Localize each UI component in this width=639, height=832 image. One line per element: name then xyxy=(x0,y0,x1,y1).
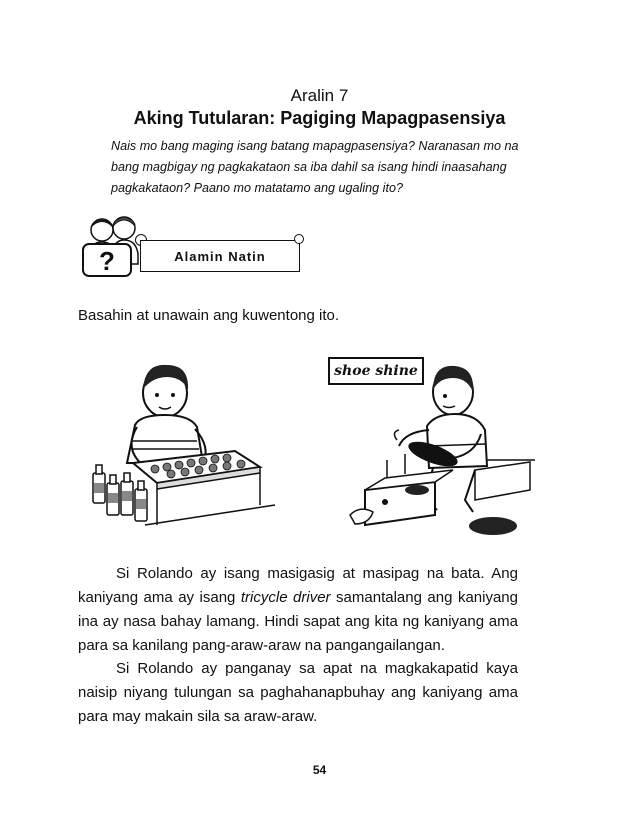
lesson-title: Aking Tutularan: Pagiging Mapagpasensiya xyxy=(133,108,506,128)
question-mark-glyph: ? xyxy=(99,246,115,276)
story-p1-emphasis: tricycle driver xyxy=(240,589,331,606)
intro-paragraph xyxy=(111,136,521,199)
story-paragraph-1 xyxy=(78,562,518,658)
section-header xyxy=(78,214,308,284)
banner-label: Alamin Natin xyxy=(174,248,266,264)
intro-text: Nais mo bang maging isang batang mapagpasensiya? Naranasan mo na bang magbigay ng pagkakataon sa iba dahil sa isang hindi inaasahang pagkakataon? Paano mo matatamo ang ugaling ito? xyxy=(111,139,519,195)
page-number: 54 xyxy=(312,763,327,777)
story-p1-before: Si Rolando ay isang masigasig at masipag na bata. Ang kaniyang ama ay isang xyxy=(78,565,518,606)
shoe-shine-sign xyxy=(328,357,424,385)
shoe-shine-sign-text: shoe shine xyxy=(334,363,418,379)
story-p1-after: samantalang ang kaniyang ina ay nasa bahay lamang. Hindi sapat ang kita ng kaniyang ama para sa kanilang pang-araw-araw na pangangailangan. xyxy=(78,589,518,654)
reading-instruction: Basahin at unawain ang kuwentong ito. xyxy=(78,307,340,324)
story-p2: Si Rolando ay panganay sa apat na magkakapatid kaya naisip niyang tulungan sa paghahanapbuhay ang kaniyang ama para may makain sila sa araw-araw. xyxy=(78,660,518,725)
story-paragraph-2 xyxy=(78,657,518,729)
alamin-natin-banner xyxy=(140,240,300,272)
lesson-number: Aralin 7 xyxy=(290,86,349,105)
boy-with-tray-and-bottles-illustration xyxy=(85,355,285,530)
banner-curl-right xyxy=(294,234,304,244)
